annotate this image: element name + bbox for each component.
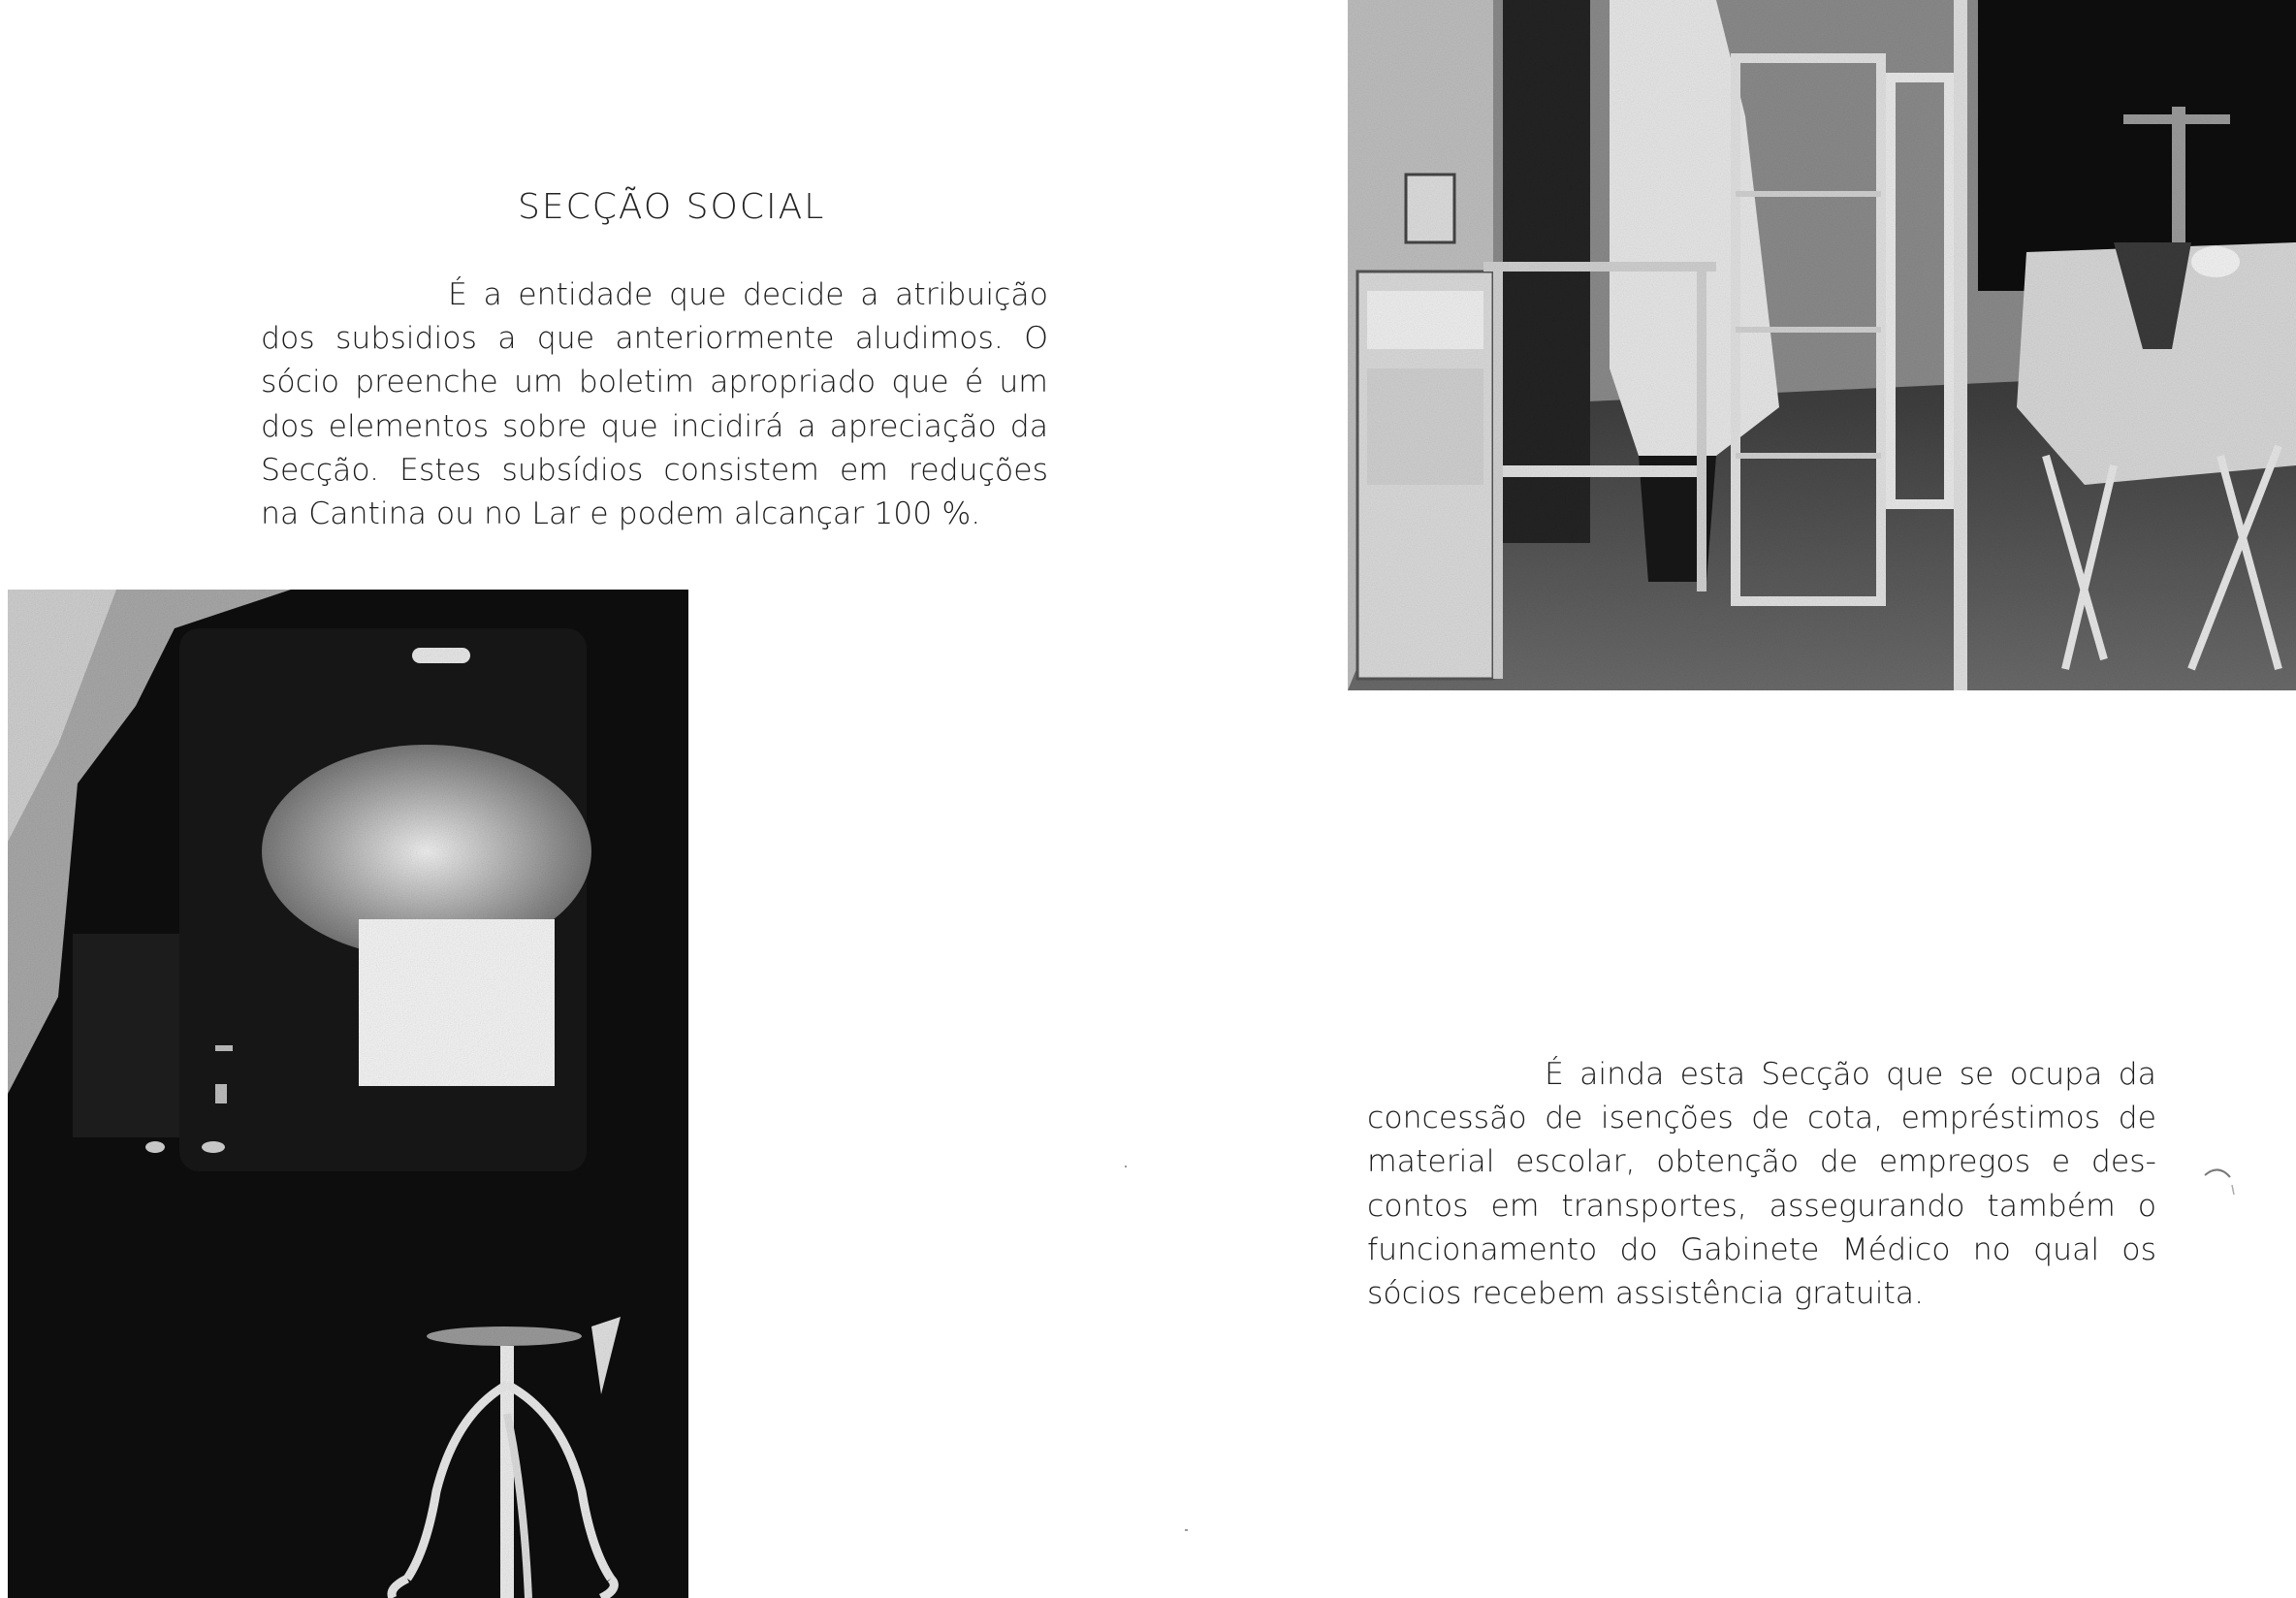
section-title: SECÇÃO SOCIAL (518, 187, 826, 227)
photo-equipment-stool (0, 590, 688, 1598)
paragraph-line: dos subsidios a que anteriormente aludimos. O (261, 321, 1048, 357)
paragraph-line: contos em transportes, assegurando também o (1367, 1188, 2156, 1224)
paragraph-line: sócios recebem assistência gratuita. (1367, 1276, 1925, 1312)
paragraph-line: É a entidade que decide a atribuição (448, 277, 1048, 312)
paragraph-line: É ainda esta Secção que se ocupa da (1545, 1057, 2156, 1092)
paragraph-line: funcionamento do Gabinete Médico no qual os (1367, 1231, 2156, 1267)
paragraph-line: dos elementos sobre que incidirá a apreciação da (261, 408, 1048, 444)
paragraph-secao-social (261, 273, 1048, 535)
paragraph-line: concessão de isenções de cota, empréstimos de (1367, 1101, 2156, 1136)
paragraph-gabinete-medico (1367, 1053, 2156, 1316)
stray-dot (1185, 1529, 1188, 1531)
photo-medical-office (1348, 0, 2296, 690)
paragraph-line: material escolar, obtenção de empregos e des- (1367, 1144, 2156, 1180)
stray-dot (1125, 1166, 1127, 1167)
stray-mark (2201, 1164, 2240, 1202)
paragraph-line: na Cantina ou no Lar e podem alcançar 100 %. (261, 496, 981, 532)
paragraph-line: sócio preenche um boletim apropriado que é um (261, 365, 1048, 400)
paragraph-line: Secção. Estes subsídios consistem em reduções (261, 452, 1048, 488)
